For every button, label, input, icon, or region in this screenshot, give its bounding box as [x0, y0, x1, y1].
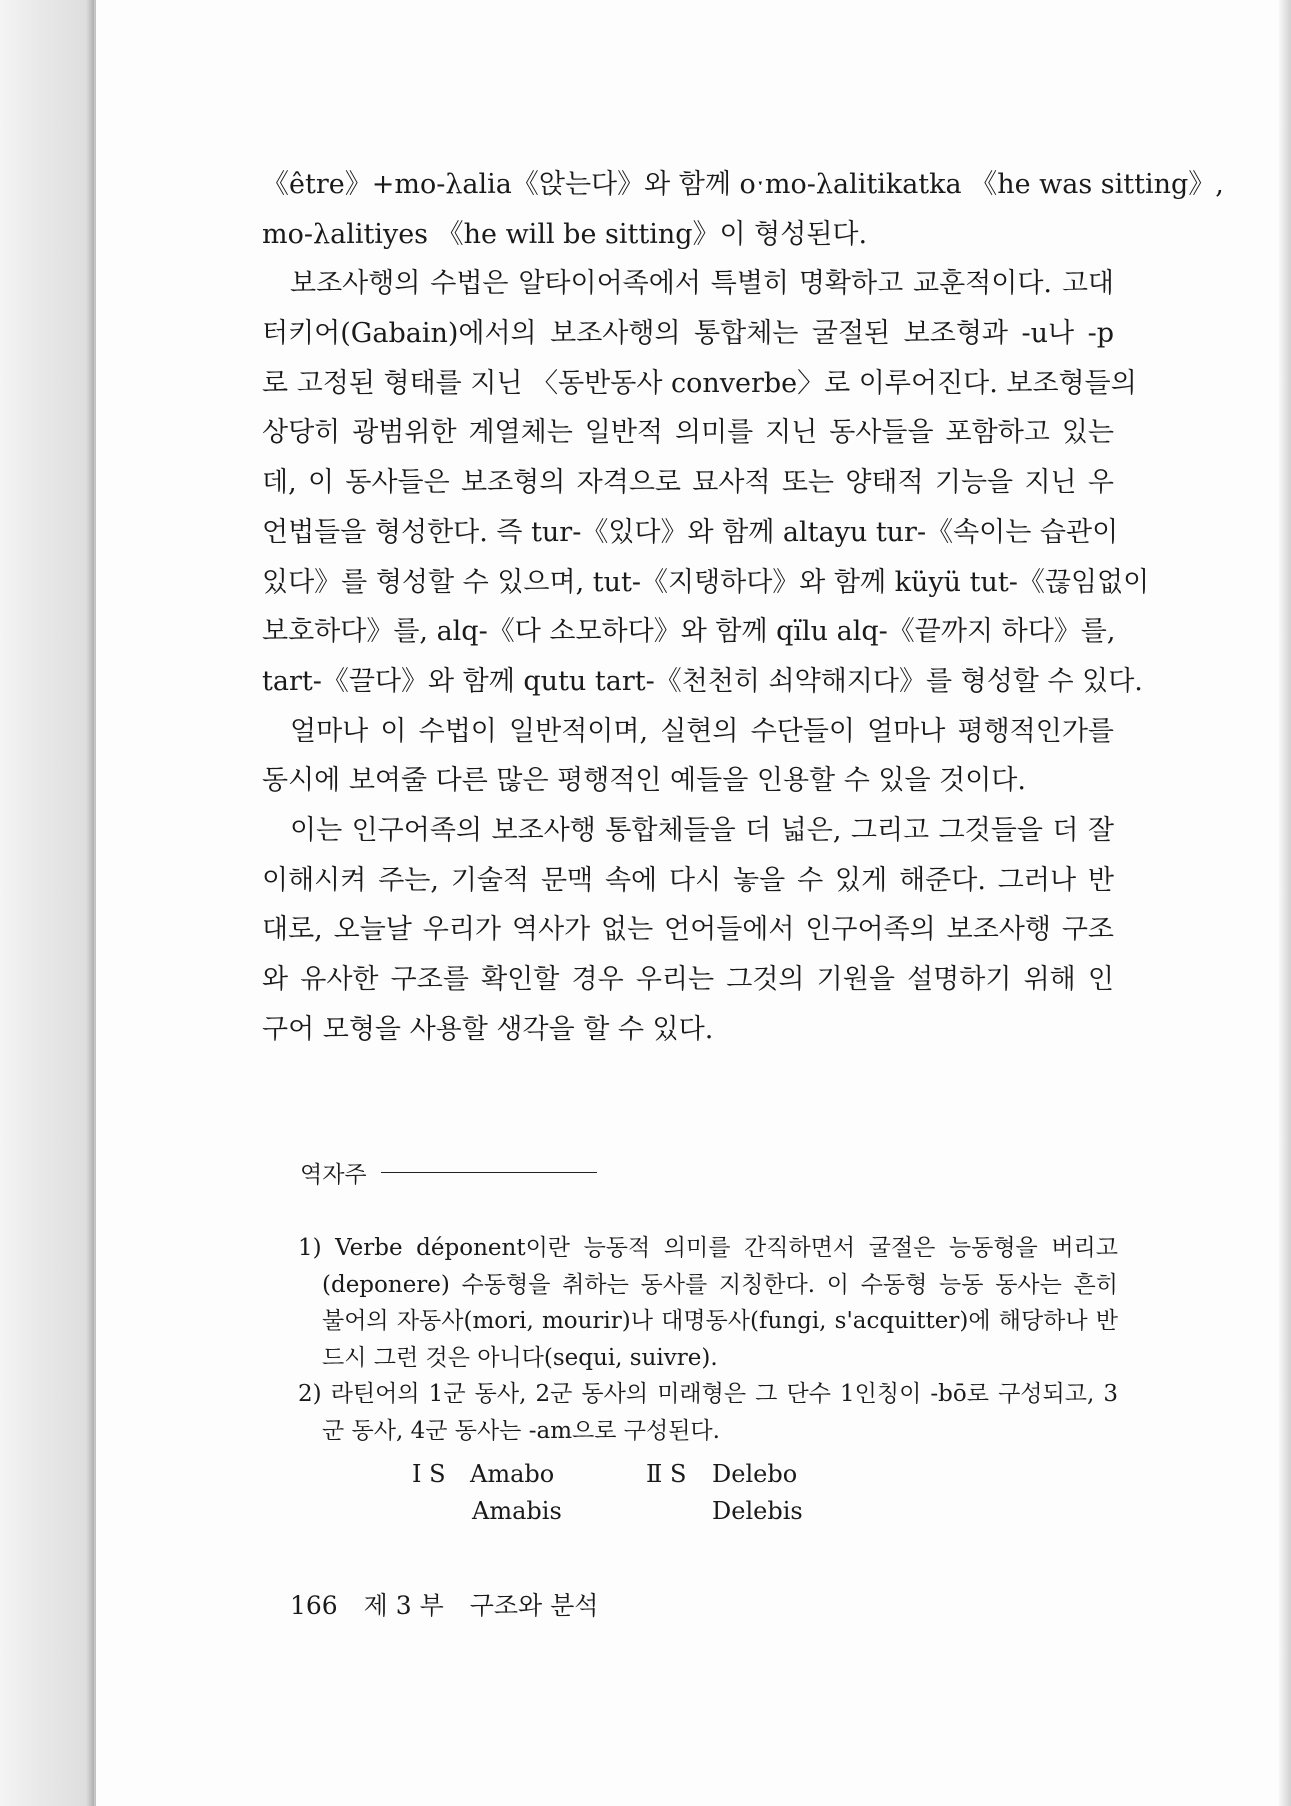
body-text [262, 160, 1224, 1054]
body-line: 얼마나 이 수법이 일반적이며, 실현의 수단들이 얼마나 평행적인가를 [290, 715, 1114, 747]
page-number: 166 [290, 1591, 338, 1620]
note-line: 드시 그런 것은 아니다(sequi, suivre). [322, 1344, 718, 1371]
book-edge-shadow [86, 0, 96, 1806]
body-line: mo-λalitiyes 《he will be sitting》이 형성된다. [262, 218, 868, 250]
body-line: 이해시켜 주는, 기술적 문맥 속에 다시 놓을 수 있게 해준다. 그러나 반 [262, 864, 1114, 896]
note-line: 1) Verbe déponent이란 능동적 의미를 간직하면서 굴절은 능동형을 버리고 [298, 1235, 1118, 1261]
body-line: 데, 이 동사들은 보조형의 자격으로 묘사적 또는 양태적 기능을 지닌 우 [262, 467, 1114, 499]
note-line: 불어의 자동사(mori, mourir)나 대명동사(fungi, s'acquitter)에 해당하나 반 [322, 1308, 1118, 1334]
body-line: 상당히 광범위한 계열체는 일반적 의미를 지닌 동사들을 포함하고 있는 [262, 417, 1114, 449]
body-line: tart-《끌다》와 함께 qutu tart-《천천히 쇠약해지다》를 형성할 수 있다. [262, 665, 1143, 697]
notes-heading-label: 역자주 [300, 1162, 367, 1188]
body-line: 언법들을 형성한다. 즉 tur-《있다》와 함께 altayu tur-《속이는 습관이 [262, 516, 1119, 548]
conjugation-form: Delebis [712, 1497, 803, 1525]
body-line: 동시에 보여줄 다른 많은 평행적인 예들을 인용할 수 있을 것이다. [262, 765, 1026, 797]
conjugation-group-2-forms [712, 1456, 803, 1530]
conjugation-group-1-forms [472, 1456, 562, 1530]
body-line: 와 유사한 구조를 확인할 경우 우리는 그것의 기원을 설명하기 위해 인 [262, 964, 1114, 995]
conjugation-group-1-label [412, 1456, 446, 1493]
conjugation-form: Amabo [470, 1460, 555, 1488]
note-line: 군 동사, 4군 동사는 -am으로 구성된다. [322, 1417, 720, 1444]
body-line: 있다》를 형성할 수 있으며, tut-《지탱하다》와 함께 küyü tut-《끊임없이 [262, 566, 1150, 598]
body-line: 《être》+mo-λalia《앉는다》와 함께 oˑmo-λalitikatka 《he was sitting》, [262, 169, 1224, 200]
note-line: (deponere) 수동형을 취하는 동사를 지칭한다. 이 수동형 능동 동사는 흔히 [322, 1271, 1118, 1298]
part-label: 제 3 부 [363, 1591, 444, 1620]
body-line: 구어 모형을 사용할 생각을 할 수 있다. [262, 1013, 714, 1045]
conjugation-label: Ⅰ S [412, 1460, 446, 1488]
conjugation-label: Ⅱ S [646, 1460, 687, 1488]
conjugation-form: Amabis [472, 1497, 562, 1525]
body-line: 로 고정된 형태를 지닌 〈동반동사 converbe〉로 이루어진다. 보조형들의 [262, 367, 1137, 399]
translator-notes [298, 1230, 1118, 1449]
section-title: 구조와 분석 [469, 1591, 599, 1620]
right-page-shadow [1277, 0, 1291, 1806]
body-line: 터키어(Gabain)에서의 보조사행의 통합체는 굴절된 보조형과 -u나 -p [262, 318, 1114, 350]
conjugation-form: Delebo [712, 1460, 798, 1488]
body-line: 보호하다》를, alq-《다 소모하다》와 함께 qïlu alq-《끝까지 하다》를, [262, 616, 1116, 648]
note-line: 2) 라틴어의 1군 동사, 2군 동사의 미래형은 그 단수 1인칭이 -bō로 구성되고, 3 [298, 1381, 1118, 1407]
body-line: 이는 인구어족의 보조사행 통합체들을 더 넓은, 그리고 그것들을 더 잘 [290, 814, 1114, 846]
body-line: 보조사행의 수법은 알타이어족에서 특별히 명확하고 교훈적이다. 고대 [290, 268, 1114, 300]
body-line: 대로, 오늘날 우리가 역사가 없는 언어들에서 인구어족의 보조사행 구조 [262, 914, 1114, 946]
notes-rule [381, 1172, 597, 1173]
page-footer [290, 1586, 616, 1622]
notes-heading [300, 1156, 597, 1189]
conjugation-group-2-label [646, 1456, 686, 1493]
book-edge [0, 0, 94, 1806]
